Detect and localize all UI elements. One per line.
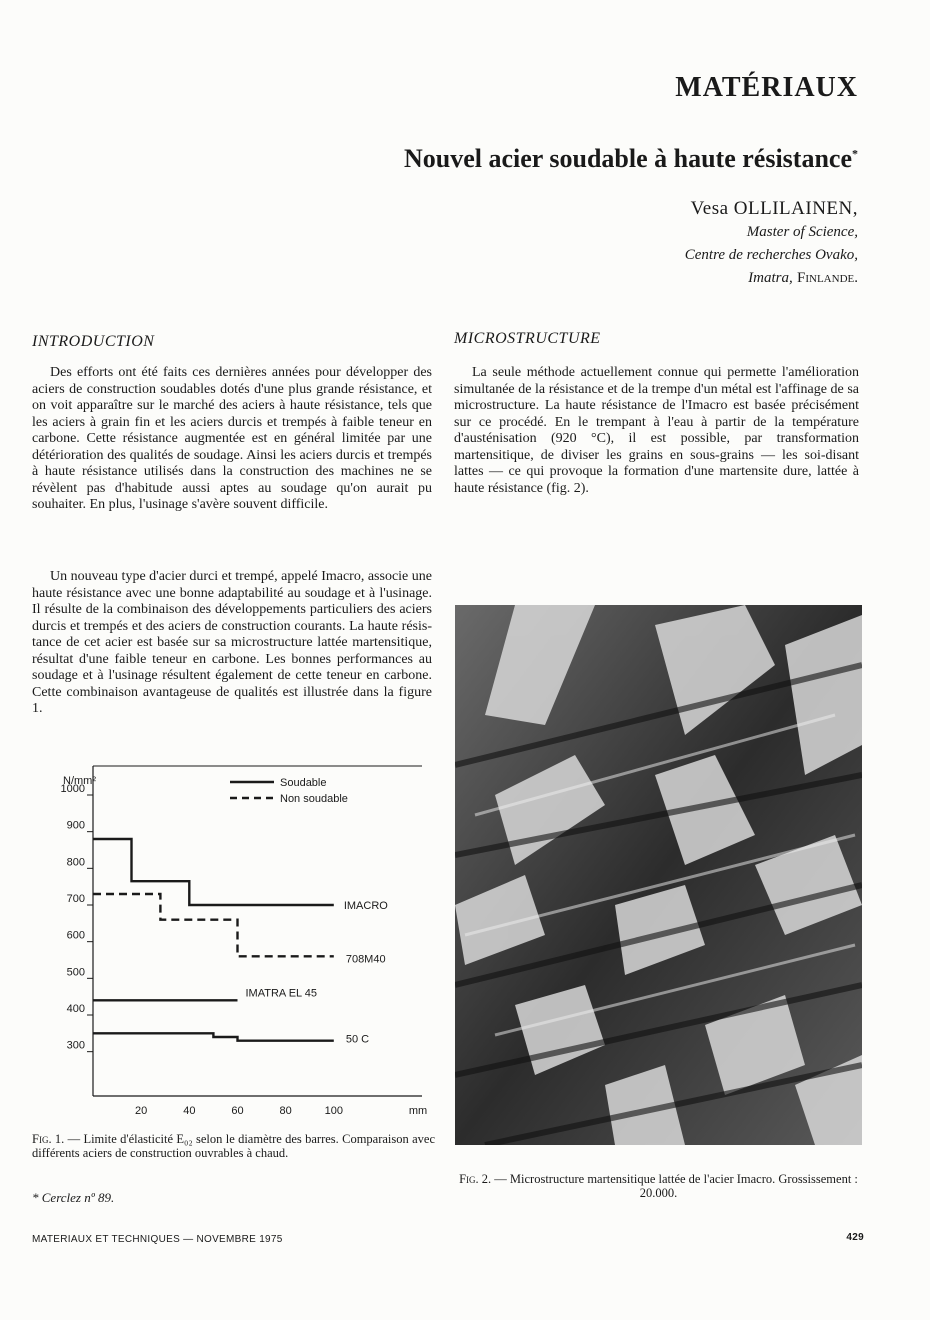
y-tick-label: 300 xyxy=(66,1039,85,1052)
page-number: 429 xyxy=(846,1232,864,1243)
series-label: IMATRA EL 45 xyxy=(245,987,318,1000)
author-block xyxy=(685,198,858,289)
author-affiliation: Centre de recherches Ovako, xyxy=(684,247,858,263)
x-tick-label: 60 xyxy=(231,1105,244,1117)
microstructure-heading: MICROSTRUCTURE xyxy=(454,330,601,347)
figure-1-chart xyxy=(30,758,435,1123)
series-label: 50 C xyxy=(345,1033,370,1046)
footnote: * Cerclez nº 89. xyxy=(32,1190,115,1205)
legend-label: Soudable xyxy=(280,777,327,789)
figure-1-caption xyxy=(32,1132,435,1160)
figure-1-label: Fig. 1. xyxy=(32,1132,65,1146)
y-tick-label: 900 xyxy=(66,819,85,832)
intro-heading: INTRODUCTION xyxy=(32,333,155,350)
series-line xyxy=(93,839,334,905)
y-axis-unit: N/mm² xyxy=(63,775,96,787)
figure-2-caption xyxy=(455,1172,862,1200)
journal-footer: MATERIAUX ET TECHNIQUES — NOVEMBRE 1975 xyxy=(32,1234,283,1245)
y-tick-label: 700 xyxy=(66,893,85,905)
x-axis-unit: mm xyxy=(408,1105,428,1117)
y-tick-label: 600 xyxy=(66,929,85,942)
y-tick-label: 500 xyxy=(66,966,85,979)
intro-paragraph-1: Des efforts ont été faits ces dernières années pour développer des aciers de construction soudables dotés d'une plus grande résistance, et on voit apparaître sur le marché des aciers à haute résistance, tels que les aciers à grain fin et les aciers durcis et trempés à faible teneur en carbone. Cette résistance augmentée est en général limitée par une détérioration des qualités de soudage. Ainsi les aciers durcis et trempés à haute résistance utilisés dans la construction des machines ne se révèlent pas d'habitude aussi aptes au soudage qu'on aurait pu souhaiter. En plus, l'usinage s'avère souvent difficile. xyxy=(32,365,432,512)
x-tick-label: 100 xyxy=(324,1105,344,1117)
figure-2-text: — Microstructure martensitique lattée de l'acier Imacro. Grossissement : 20.000. xyxy=(494,1172,858,1200)
series-line xyxy=(93,1033,334,1040)
author-country: Finlande. xyxy=(797,270,858,286)
y-tick-label: 800 xyxy=(66,856,85,869)
y-tick-label: 1000 xyxy=(60,783,85,795)
article-title-text: Nouvel acier soudable à haute résistance xyxy=(404,144,852,173)
legend-label: Non soudable xyxy=(280,793,348,805)
section-title: MATÉRIAUX xyxy=(675,72,858,103)
series-label: 708M40 xyxy=(345,953,386,966)
figure-1-text: — Limite d'élasticité E₀₂ selon le diamètre des barres. Comparaison avec différents aciers de construction ouvrables à chaud. xyxy=(32,1132,435,1160)
x-tick-label: 20 xyxy=(135,1105,148,1117)
series-label: IMACRO xyxy=(343,900,388,912)
micrograph-image xyxy=(455,605,862,1145)
article-title xyxy=(404,144,858,174)
figure-2-label: Fig. 2. xyxy=(459,1172,492,1186)
series-line xyxy=(93,894,334,956)
author-degree: Master of Science, xyxy=(746,224,858,240)
x-tick-label: 40 xyxy=(183,1105,196,1117)
footnote-mark: * xyxy=(852,146,858,161)
y-tick-label: 400 xyxy=(66,1003,85,1015)
intro-paragraph-2: Un nouveau type d'acier durci et trempé, appelé Imacro, associe une haute résistance avec une bonne adaptabilité au soudage et à l'usinage. Il résulte de la combinaison des développements particuliers des aciers durcis et trempés et des aciers de construction courants. La haute résistance de cet acier est basée sur sa microstructure lattée martensitique, résultat d'une faible teneur en carbone. Les bonnes performances au soudage et à l'usinage résultent également de cette teneur en carbone. Cette combinaison avantageuse de qualités est illustrée dans la figure 1. xyxy=(32,569,432,716)
figure-2-micrograph xyxy=(455,605,862,1145)
author-city: Imatra, xyxy=(748,270,793,286)
x-tick-label: 80 xyxy=(279,1105,292,1117)
author-name: Vesa OLLILAINEN, xyxy=(690,198,858,219)
microstructure-paragraph: La seule méthode actuellement connue qui permette l'amélioration simultanée de la résistance et de la trempe d'un métal est l'affinage de sa microstructure. La haute résistance de l'Imacro est basée précisément sur ce procédé. En le trempant à l'eau à partir de la température d'austénisation (920 °C), il est possible, par transformation martensitique, de diviser les grains en sous-grains — les soi-disant lattes — ce qui provoque la formation d'une martensite dure, lattée à haute résistance (fig. 2). xyxy=(454,365,859,496)
